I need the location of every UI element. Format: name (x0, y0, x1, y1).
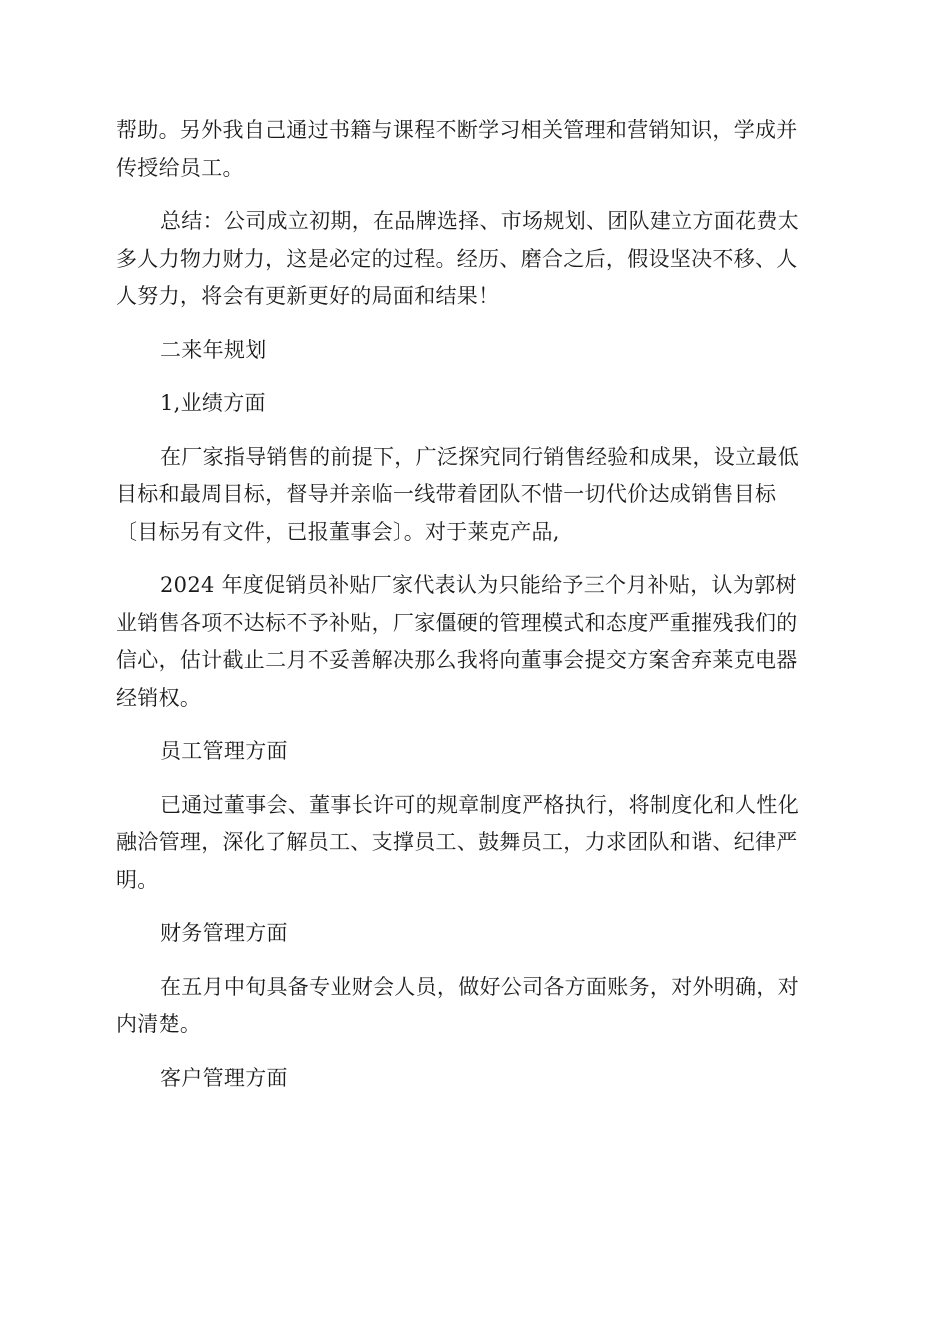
document-body (116, 112, 836, 1097)
text-line: 在厂家指导销售的前提下，广泛探究同行销售经验和成果，设立最低 (160, 444, 799, 469)
text-line: 多人力物力财力，这是必定的过程。经历、磨合之后，假设坚决不移、人 (116, 246, 798, 271)
text-line: 经销权。 (116, 685, 202, 710)
text-line: 目标和最周目标，督导并亲临一线带着团队不惜一切代价达成销售目标 (116, 482, 777, 506)
text-line: 明。 (116, 867, 159, 892)
text-line: 员工管理方面 (160, 739, 288, 763)
heading-staff-management (116, 733, 836, 771)
text-line: 业销售各项不达标不予补贴，厂家僵硬的管理模式和态度严重摧残我们的 (116, 610, 798, 635)
text-line: 在五月中旬具备专业财会人员，做好公司各方面账务，对外明确，对 (160, 974, 799, 999)
text-line: 信心，估计截止二月不妥善解决那么我将向董事会提交方案舍弃莱克电器 (116, 648, 798, 672)
text-line: 传授给员工。 (116, 155, 244, 180)
paragraph-promoter-subsidy (116, 567, 836, 717)
text-line: 2024 年度促销员补贴厂家代表认为只能给予三个月补贴，认为郭树 (160, 573, 797, 597)
text-line: 〔目标另有文件，已报董事会〕。对于莱克产品, (116, 519, 560, 544)
text-line: 融洽管理，深化了解员工、支撑员工、鼓舞员工，力求团队和谐、纪律严 (116, 830, 798, 854)
text-line: 总结：公司成立初期，在品牌选择、市场规划、团队建立方面花费太 (160, 209, 799, 233)
text-line: 1,业绩方面 (160, 391, 266, 415)
text-line: 已通过董事会、董事长许可的规章制度严格执行，将制度化和人性化 (160, 792, 799, 817)
heading-customer-management (116, 1060, 836, 1098)
text-line: 客户管理方面 (160, 1065, 288, 1090)
text-line: 内清楚。 (116, 1012, 202, 1036)
paragraph-finance-staff (116, 969, 836, 1044)
heading-performance (116, 385, 836, 423)
paragraph-summary (116, 203, 836, 316)
paragraph-sales-targets (116, 439, 836, 552)
heading-finance-management (116, 915, 836, 953)
text-line: 人努力，将会有更新更好的局面和结果！ (116, 284, 500, 308)
text-line: 财务管理方面 (160, 921, 288, 945)
text-line: 二来年规划 (160, 337, 267, 362)
paragraph-staff-rules (116, 787, 836, 900)
paragraph-continued-help (116, 112, 836, 187)
text-line: 帮助。另外我自己通过书籍与课程不断学习相关管理和营销知识，学成并 (116, 118, 798, 142)
heading-next-year-plan (116, 332, 836, 370)
